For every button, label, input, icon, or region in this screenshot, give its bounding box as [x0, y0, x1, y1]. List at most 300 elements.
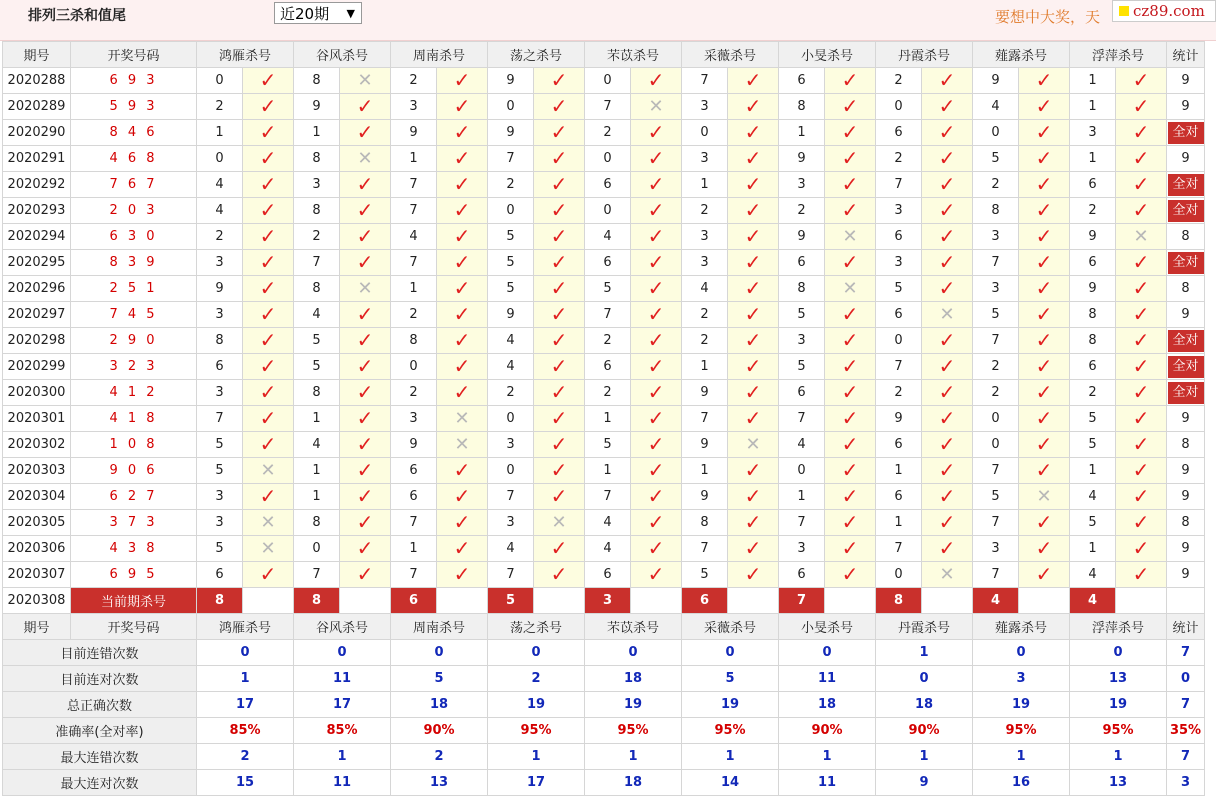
check-icon: ✓ [841, 198, 859, 222]
pick-cell: 7 [779, 406, 825, 432]
pick-cell: 7 [488, 146, 534, 172]
table-row [3, 276, 1205, 302]
check-icon: ✓ [1132, 328, 1150, 352]
check-icon: ✓ [938, 354, 956, 378]
result-cell [631, 510, 682, 536]
check-icon: ✓ [841, 562, 859, 586]
pick-cell: 5 [294, 354, 340, 380]
stats-total: 3 [1167, 770, 1205, 796]
draw-cell: 6 9 3 [71, 68, 197, 94]
check-icon: ✓ [356, 172, 374, 196]
check-icon: ✓ [841, 432, 859, 456]
check-icon: ✓ [1035, 120, 1053, 144]
table-row [3, 536, 1205, 562]
check-icon: ✓ [744, 458, 762, 482]
pick-cell: 5 [488, 250, 534, 276]
pick-cell: 4 [973, 94, 1019, 120]
result-cell [728, 354, 779, 380]
col-header-expert[interactable]: 谷风杀号 [294, 42, 391, 68]
period-select[interactable] [274, 2, 362, 24]
cross-icon: ✕ [551, 511, 567, 533]
pick-cell: 4 [585, 536, 631, 562]
col-header-expert[interactable]: 丹霞杀号 [876, 614, 973, 640]
draw-cell: 9 0 6 [71, 458, 197, 484]
col-header-expert[interactable]: 采薇杀号 [682, 42, 779, 68]
check-icon: ✓ [744, 146, 762, 170]
col-header-expert[interactable]: 薤露杀号 [973, 614, 1070, 640]
result-cell [243, 224, 294, 250]
pick-cell: 8 [682, 510, 728, 536]
issue-cell: 2020291 [3, 146, 71, 172]
current-pick: 7 [779, 588, 825, 614]
logo-text: cz89.com [1133, 2, 1205, 20]
check-icon: ✓ [356, 510, 374, 534]
check-icon: ✓ [550, 328, 568, 352]
col-header-issue: 期号 [3, 42, 71, 68]
pick-cell: 1 [294, 406, 340, 432]
stats-value: 85% [197, 718, 294, 744]
check-icon: ✓ [1035, 172, 1053, 196]
pick-cell: 2 [391, 302, 437, 328]
stats-value: 0 [876, 666, 973, 692]
col-header-expert[interactable]: 芣苡杀号 [585, 42, 682, 68]
cross-icon: ✕ [1036, 485, 1052, 507]
pick-cell: 7 [391, 198, 437, 224]
pick-cell: 0 [585, 68, 631, 94]
pick-cell: 0 [876, 94, 922, 120]
check-icon: ✓ [550, 406, 568, 430]
pick-cell: 3 [973, 276, 1019, 302]
pick-cell: 4 [488, 536, 534, 562]
check-icon: ✓ [647, 328, 665, 352]
check-icon: ✓ [259, 276, 277, 300]
pick-cell: 1 [1070, 458, 1116, 484]
result-cell [922, 68, 973, 94]
result-cell [728, 68, 779, 94]
check-icon: ✓ [550, 224, 568, 248]
pick-cell: 4 [488, 354, 534, 380]
check-icon: ✓ [550, 302, 568, 326]
issue-cell: 2020292 [3, 172, 71, 198]
result-cell [1019, 120, 1070, 146]
result-cell [728, 94, 779, 120]
pick-cell: 4 [1070, 484, 1116, 510]
stats-value: 1 [585, 744, 682, 770]
issue-cell: 2020304 [3, 484, 71, 510]
pick-cell: 5 [779, 302, 825, 328]
check-icon: ✓ [647, 380, 665, 404]
check-icon: ✓ [1035, 250, 1053, 274]
stats-value: 0 [197, 640, 294, 666]
chevron-down-icon: ▼ [346, 7, 355, 20]
table-row [3, 94, 1205, 120]
check-icon: ✓ [550, 536, 568, 560]
stats-value: 90% [876, 718, 973, 744]
issue-cell: 2020293 [3, 198, 71, 224]
result-cell [340, 146, 391, 172]
col-header-expert[interactable]: 小旻杀号 [779, 42, 876, 68]
result-cell [534, 120, 585, 146]
result-cell [922, 380, 973, 406]
stats-value: 0 [488, 640, 585, 666]
check-icon: ✓ [1132, 302, 1150, 326]
stats-value: 5 [391, 666, 488, 692]
table-row [3, 406, 1205, 432]
check-icon: ✓ [259, 380, 277, 404]
result-cell [243, 328, 294, 354]
result-cell [825, 120, 876, 146]
check-icon: ✓ [550, 68, 568, 92]
draw-cell: 7 4 5 [71, 302, 197, 328]
col-header-expert[interactable]: 浮萍杀号 [1070, 614, 1167, 640]
col-header-expert[interactable]: 薤露杀号 [973, 42, 1070, 68]
pick-cell: 2 [876, 68, 922, 94]
pick-cell: 7 [585, 302, 631, 328]
result-cell [243, 380, 294, 406]
stats-value: 95% [682, 718, 779, 744]
pick-cell: 7 [294, 250, 340, 276]
result-cell [825, 302, 876, 328]
result-cell [1019, 68, 1070, 94]
draw-cell: 8 3 9 [71, 250, 197, 276]
stats-cell [1167, 224, 1205, 250]
check-icon: ✓ [259, 224, 277, 248]
pick-cell: 3 [488, 510, 534, 536]
check-icon: ✓ [1035, 536, 1053, 560]
check-icon: ✓ [550, 250, 568, 274]
result-cell [243, 536, 294, 562]
pick-cell: 0 [973, 120, 1019, 146]
draw-cell: 1 0 8 [71, 432, 197, 458]
pick-cell: 5 [682, 562, 728, 588]
check-icon: ✓ [1132, 146, 1150, 170]
check-icon: ✓ [453, 250, 471, 274]
pick-cell: 6 [876, 120, 922, 146]
draw-cell: 3 7 3 [71, 510, 197, 536]
result-cell [340, 94, 391, 120]
result-cell [825, 224, 876, 250]
stats-row [3, 692, 1205, 718]
table-row [3, 302, 1205, 328]
check-icon: ✓ [841, 380, 859, 404]
result-cell [437, 94, 488, 120]
stats-total: 0 [1167, 666, 1205, 692]
pick-cell: 6 [197, 354, 243, 380]
pick-cell: 2 [391, 380, 437, 406]
pick-cell: 7 [973, 510, 1019, 536]
pick-cell: 2 [294, 224, 340, 250]
col-header-expert[interactable]: 鸿雁杀号 [197, 42, 294, 68]
check-icon: ✓ [1035, 198, 1053, 222]
check-icon: ✓ [938, 94, 956, 118]
result-cell [728, 224, 779, 250]
result-cell [825, 198, 876, 224]
cross-icon: ✕ [357, 277, 373, 299]
cross-icon: ✕ [939, 303, 955, 325]
current-pick: 6 [682, 588, 728, 614]
issue-cell: 2020288 [3, 68, 71, 94]
stats-value: 19 [585, 692, 682, 718]
col-header-expert[interactable]: 周南杀号 [391, 614, 488, 640]
check-icon: ✓ [938, 536, 956, 560]
stats-value: 1 [779, 744, 876, 770]
result-cell [1019, 354, 1070, 380]
result-cell [437, 458, 488, 484]
check-icon: ✓ [259, 172, 277, 196]
pick-cell: 2 [488, 172, 534, 198]
result-cell [340, 276, 391, 302]
top-bar [0, 0, 1216, 41]
check-icon: ✓ [356, 354, 374, 378]
result-cell [340, 536, 391, 562]
result-cell [534, 68, 585, 94]
result-cell [437, 354, 488, 380]
table-row [3, 562, 1205, 588]
pick-cell: 7 [391, 172, 437, 198]
stats-cell [1167, 198, 1205, 224]
result-cell [1019, 224, 1070, 250]
col-header-expert[interactable]: 小旻杀号 [779, 614, 876, 640]
pick-cell: 3 [391, 406, 437, 432]
result-cell [243, 432, 294, 458]
result-cell [437, 146, 488, 172]
pick-cell: 0 [682, 120, 728, 146]
check-icon: ✓ [356, 328, 374, 352]
col-header-stats: 统计 [1167, 614, 1205, 640]
check-icon: ✓ [550, 562, 568, 586]
pick-cell: 7 [876, 536, 922, 562]
issue-cell: 2020295 [3, 250, 71, 276]
pick-cell: 9 [1070, 224, 1116, 250]
result-cell [1116, 172, 1167, 198]
col-header-expert[interactable]: 丹霞杀号 [876, 42, 973, 68]
check-icon: ✓ [647, 354, 665, 378]
result-cell [728, 536, 779, 562]
stats-value: 2 [197, 744, 294, 770]
all-correct-badge: 全对 [1168, 330, 1204, 352]
check-icon: ✓ [938, 224, 956, 248]
col-header-expert[interactable]: 采薇杀号 [682, 614, 779, 640]
pick-cell: 7 [391, 250, 437, 276]
stats-value: 1 [488, 744, 585, 770]
pick-cell: 2 [488, 380, 534, 406]
issue-cell: 2020297 [3, 302, 71, 328]
check-icon: ✓ [647, 536, 665, 560]
pick-cell: 7 [876, 172, 922, 198]
check-icon: ✓ [841, 120, 859, 144]
pick-cell: 0 [391, 354, 437, 380]
issue-cell: 2020294 [3, 224, 71, 250]
result-cell [728, 380, 779, 406]
result-cell [631, 172, 682, 198]
check-icon: ✓ [356, 458, 374, 482]
pick-cell: 2 [1070, 198, 1116, 224]
stats-row [3, 744, 1205, 770]
pick-cell: 9 [488, 120, 534, 146]
pick-cell: 8 [294, 380, 340, 406]
header-row [3, 614, 1205, 640]
stats-value: 11 [779, 770, 876, 796]
check-icon: ✓ [938, 172, 956, 196]
stats-total: 7 [1167, 692, 1205, 718]
stats-value: 1 [682, 744, 779, 770]
pick-cell: 1 [391, 536, 437, 562]
pick-cell: 6 [779, 380, 825, 406]
table-row [3, 328, 1205, 354]
check-icon: ✓ [938, 510, 956, 534]
pick-cell: 3 [779, 172, 825, 198]
pick-cell: 3 [876, 198, 922, 224]
check-icon: ✓ [647, 458, 665, 482]
pick-cell: 7 [197, 406, 243, 432]
table-row [3, 354, 1205, 380]
result-cell [825, 484, 876, 510]
stats-total: 7 [1167, 744, 1205, 770]
pick-cell: 3 [973, 536, 1019, 562]
result-cell [1116, 198, 1167, 224]
check-icon: ✓ [841, 94, 859, 118]
site-logo[interactable] [1112, 0, 1216, 22]
col-header-expert[interactable]: 周南杀号 [391, 42, 488, 68]
pick-cell: 4 [488, 328, 534, 354]
result-cell [631, 68, 682, 94]
result-cell [534, 510, 585, 536]
result-cell [340, 432, 391, 458]
pick-cell: 7 [294, 562, 340, 588]
pick-cell: 1 [585, 406, 631, 432]
result-cell [437, 406, 488, 432]
stats-row [3, 718, 1205, 744]
pick-cell: 7 [682, 68, 728, 94]
draw-cell: 4 1 8 [71, 406, 197, 432]
cross-icon: ✕ [454, 407, 470, 429]
col-header-expert[interactable]: 荡之杀号 [488, 614, 585, 640]
stats-value: 19 [1070, 692, 1167, 718]
result-cell [825, 432, 876, 458]
stats-value: 85% [294, 718, 391, 744]
stats-value: 18 [391, 692, 488, 718]
check-icon: ✓ [1132, 406, 1150, 430]
check-icon: ✓ [259, 94, 277, 118]
col-header-expert[interactable]: 鸿雁杀号 [197, 614, 294, 640]
pick-cell: 3 [973, 224, 1019, 250]
issue-cell: 2020301 [3, 406, 71, 432]
check-icon: ✓ [259, 146, 277, 170]
result-cell [243, 120, 294, 146]
result-cell [243, 94, 294, 120]
stats-value: 0 [973, 640, 1070, 666]
col-header-issue: 期号 [3, 614, 71, 640]
result-cell [825, 328, 876, 354]
table-row [3, 510, 1205, 536]
result-cell [534, 354, 585, 380]
stats-value: 16 [973, 770, 1070, 796]
result-cell [1116, 458, 1167, 484]
result-cell [1019, 406, 1070, 432]
result-cell [534, 562, 585, 588]
result-cell [825, 562, 876, 588]
pick-cell: 4 [294, 302, 340, 328]
check-icon: ✓ [259, 484, 277, 508]
draw-cell: 3 2 3 [71, 354, 197, 380]
current-blank [437, 588, 488, 614]
all-correct-badge: 全对 [1168, 122, 1204, 144]
check-icon: ✓ [1132, 250, 1150, 274]
stats-label: 总正确次数 [3, 692, 197, 718]
stats-total: 7 [1167, 640, 1205, 666]
current-row [3, 588, 1205, 614]
result-cell [437, 198, 488, 224]
stats-row [3, 666, 1205, 692]
check-icon: ✓ [1132, 380, 1150, 404]
pick-cell: 0 [197, 68, 243, 94]
result-cell [1116, 276, 1167, 302]
stats-value: 0 [585, 640, 682, 666]
issue-cell: 2020298 [3, 328, 71, 354]
stats-value: 90% [391, 718, 488, 744]
hit-count: 8 [1181, 229, 1190, 244]
result-cell [728, 302, 779, 328]
result-cell [1019, 536, 1070, 562]
check-icon: ✓ [1035, 276, 1053, 300]
pick-cell: 1 [876, 458, 922, 484]
pick-cell: 9 [682, 484, 728, 510]
result-cell [243, 68, 294, 94]
col-header-expert[interactable]: 荡之杀号 [488, 42, 585, 68]
pick-cell: 2 [197, 224, 243, 250]
result-cell [340, 458, 391, 484]
stats-value: 95% [488, 718, 585, 744]
check-icon: ✓ [453, 484, 471, 508]
pick-cell: 7 [488, 484, 534, 510]
check-icon: ✓ [744, 68, 762, 92]
col-header-draw: 开奖号码 [71, 42, 197, 68]
result-cell [922, 198, 973, 224]
issue-cell: 2020289 [3, 94, 71, 120]
check-icon: ✓ [841, 172, 859, 196]
pick-cell: 1 [585, 458, 631, 484]
check-icon: ✓ [356, 536, 374, 560]
pick-cell: 5 [197, 432, 243, 458]
col-header-expert[interactable]: 谷风杀号 [294, 614, 391, 640]
current-pick: 5 [488, 588, 534, 614]
stats-value: 2 [488, 666, 585, 692]
pick-cell: 6 [1070, 354, 1116, 380]
pick-cell: 2 [585, 380, 631, 406]
result-cell [728, 406, 779, 432]
stats-value: 1 [294, 744, 391, 770]
pick-cell: 8 [294, 68, 340, 94]
result-cell [340, 68, 391, 94]
check-icon: ✓ [841, 510, 859, 534]
cross-icon: ✕ [1133, 225, 1149, 247]
check-icon: ✓ [841, 458, 859, 482]
promo-text[interactable]: 要想中大奖，天 [995, 8, 1101, 26]
check-icon: ✓ [453, 328, 471, 352]
col-header-expert[interactable]: 浮萍杀号 [1070, 42, 1167, 68]
result-cell [534, 224, 585, 250]
pick-cell: 0 [876, 562, 922, 588]
result-cell [437, 224, 488, 250]
col-header-expert[interactable]: 芣苡杀号 [585, 614, 682, 640]
pick-cell: 5 [197, 458, 243, 484]
result-cell [1116, 380, 1167, 406]
result-cell [340, 198, 391, 224]
result-cell [437, 536, 488, 562]
result-cell [534, 250, 585, 276]
pick-cell: 0 [585, 146, 631, 172]
pick-cell: 6 [585, 172, 631, 198]
